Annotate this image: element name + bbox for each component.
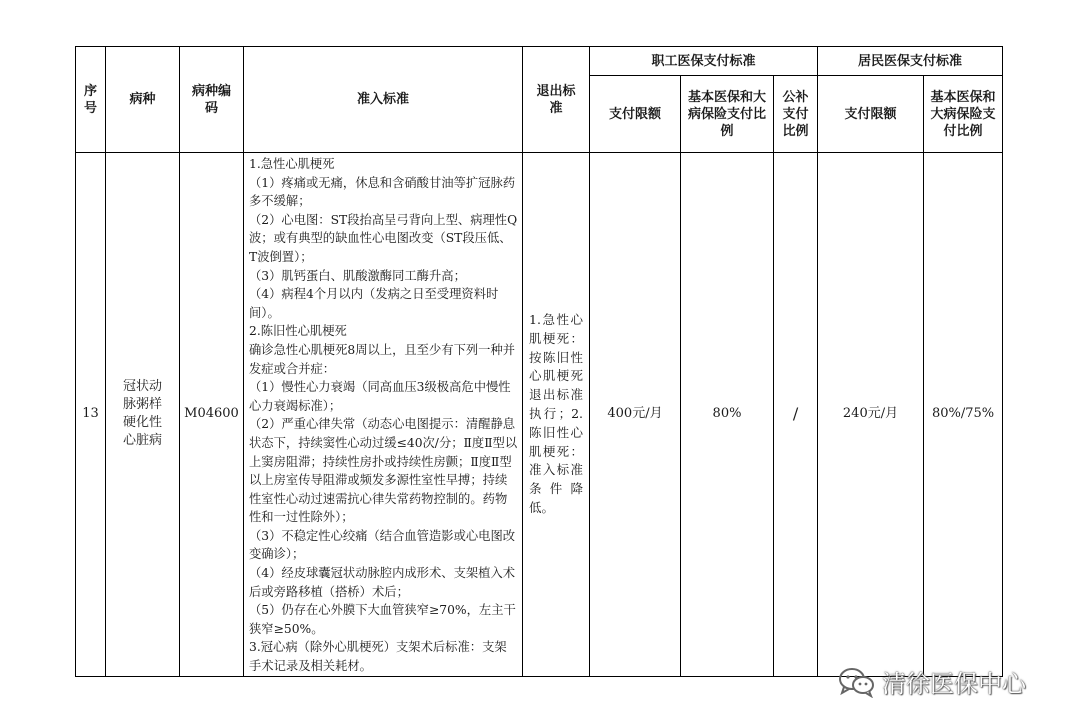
header-resident-group: 居民医保支付标准 — [818, 47, 1003, 76]
entry-line: （1）疼痛或无痛，休息和含硝酸甘油等扩冠脉药多不缓解； — [249, 175, 516, 209]
watermark-text: 清徐医保中心 — [882, 670, 1026, 698]
entry-line: （5）仍存在心外膜下大血管狭窄≥70%，左主干狭窄≥50%。 — [249, 603, 516, 636]
entry-line: （3）不稳定性心绞痛（结合血管造影或心电图改变确诊）； — [249, 528, 516, 562]
entry-line: （1）慢性心力衰竭（同高血压3级极高危中慢性心力衰竭标准）； — [249, 380, 511, 413]
header-seq: 序号 — [76, 47, 106, 153]
entry-line: 1.急性心肌梗死 — [249, 157, 335, 171]
wechat-icon — [838, 666, 876, 698]
entry-line: （2）心电图：ST段抬高呈弓背向上型、病理性Q波；或有典型的缺血性心电图改变（ST段压低、T波倒置）； — [249, 212, 518, 264]
entry-line: 3.冠心病（除外心肌梗死）支架术后标准：支架手术记录及相关耗材。 — [249, 640, 507, 674]
cell-seq: 13 — [76, 153, 106, 677]
header-entry: 准入标准 — [244, 47, 523, 153]
header-emp-ratio: 基本医保和大病保险支付比例 — [681, 76, 774, 153]
cell-res-ratio: 80%/75% — [924, 153, 1003, 677]
header-res-ratio: 基本医保和大病保险支付比例 — [924, 76, 1003, 153]
cell-emp-ratio: 80% — [681, 153, 774, 677]
cell-emp-limit: 400元/月 — [590, 153, 681, 677]
entry-line: 确诊急性心肌梗死8周以上，且至少有下列一种并发症或合并症： — [249, 342, 516, 376]
cell-entry-criteria — [244, 153, 523, 677]
watermark — [838, 664, 1026, 699]
entry-line: （2）严重心律失常（动态心电图提示：清醒静息状态下，持续窦性心动过缓≤40次/分；Ⅱ度Ⅱ型以上窦房阻滞；持续性房扑或持续性房颤；Ⅱ度Ⅱ型以上房室传导阻滞或频发多源性室性早搏；持续性室性心动过速需抗心律失常药物控制的。药物性和一过性除外）； — [249, 417, 518, 525]
entry-line: （4）病程4个月以内（发病之日至受理资料时间）。 — [249, 287, 499, 320]
entry-line: 2.陈旧性心肌梗死 — [249, 324, 347, 339]
table-row — [76, 153, 1003, 677]
header-code: 病种编码 — [180, 47, 244, 153]
header-emp-limit: 支付限额 — [590, 76, 681, 153]
cell-code: M04600 — [180, 153, 244, 677]
entry-line: （3）肌钙蛋白、肌酸激酶同工酶升高； — [249, 268, 466, 283]
header-employee-group: 职工医保支付标准 — [590, 47, 818, 76]
header-exit: 退出标准 — [523, 47, 590, 153]
cell-res-limit: 240元/月 — [818, 153, 924, 677]
header-emp-civil: 公补支付比例 — [774, 76, 818, 153]
cell-exit-criteria: 1.急性心肌梗死：按陈旧性心肌梗死退出标准执行；2.陈旧性心肌梗死：准入标准条件降低。 — [523, 153, 590, 677]
entry-line: （4）经皮球囊冠状动脉腔内成形术、支架植入术后或旁路移植（搭桥）术后； — [249, 566, 516, 599]
cell-emp-civil: / — [774, 153, 818, 677]
header-res-limit: 支付限额 — [818, 76, 924, 153]
cell-disease: 冠状动脉粥样硬化性心脏病 — [106, 153, 180, 677]
header-disease: 病种 — [106, 47, 180, 153]
disease-payment-table — [75, 46, 1003, 677]
